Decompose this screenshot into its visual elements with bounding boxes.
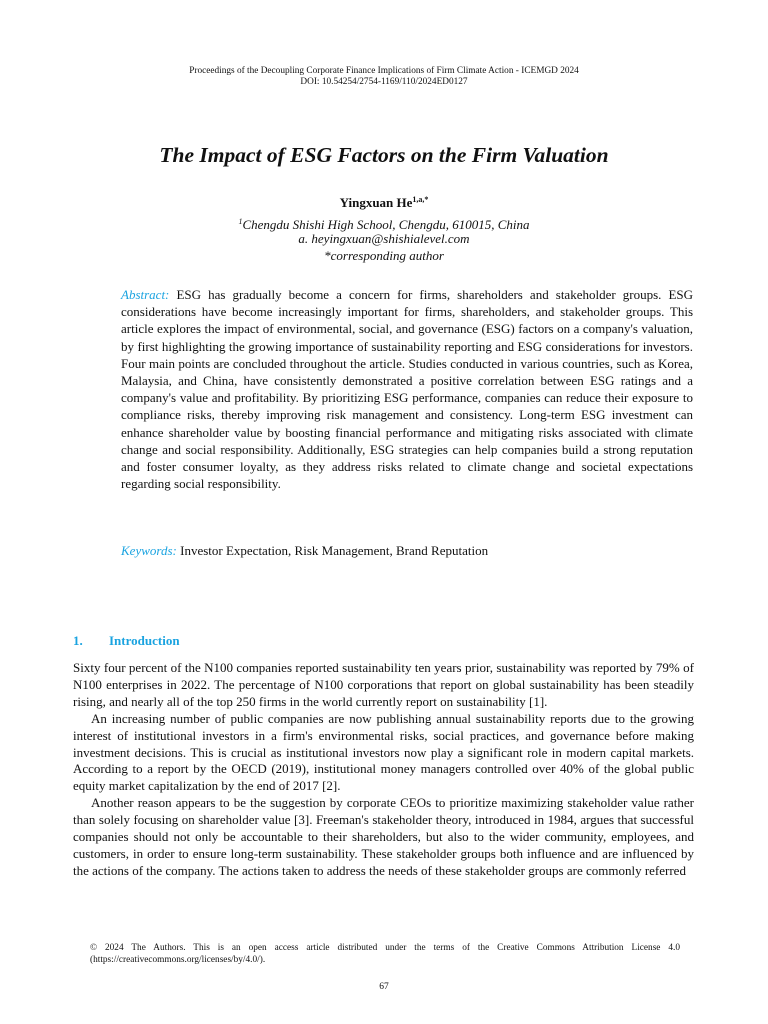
keywords	[121, 542, 693, 559]
paper-title: The Impact of ESG Factors on the Firm Valuation	[159, 143, 609, 167]
affiliation-superscript: 1	[238, 217, 243, 226]
author-email: a. heyingxuan@shishialevel.com	[298, 231, 470, 246]
license-footnote: © 2024 The Authors. This is an open access article distributed under the terms of the Creative Commons Attribution License 4.0 (https://creativecommons.org/licenses/by/4.0/).	[90, 943, 680, 965]
abstract	[121, 286, 693, 492]
body-text	[73, 660, 694, 880]
paragraph: Another reason appears to be the suggestion by corporate CEOs to prioritize maximizing stakeholder value rather than solely focusing on shareholder value [3]. Freeman's stakeholder theory, introduced in 1984, argues that successful companies should not only be accountable to their shareholders, but also to the wider community, employees, and customers, in order to ensure long-term sustainability. These stakeholder groups both influence and are influenced by the actions of the company. The actions taken to address the needs of these stakeholder groups are commonly referred	[73, 795, 694, 878]
keywords-label: Keywords:	[121, 543, 177, 558]
running-header	[0, 66, 768, 88]
abstract-text: ESG has gradually become a concern for firms, shareholders and stakeholder groups. ESG considerations have become increasingly important for firms, shareholders, and stakeholder groups. This article explores the impact of environmental, social, and governance (ESG) factors on a company's valuation, by first highlighting the growing importance of sustainability reporting and ESG considerations for investors. Four main points are concluded throughout the article. Studies conducted in various countries, such as Korea, Malaysia, and China, have consistently demonstrated a positive correlation between ESG ratings and a company's value and profitability. By prioritizing ESG performance, companies can reduce their exposure to compliance risks, thereby improving risk management and consistency. Long-term ESG investment can enhance shareholder value by boosting financial performance and mitigating risks associated with climate change and social responsibility. Additionally, ESG strategies can help companies build a strong reputation and foster consumer loyalty, as they address risks related to climate change and societal expectations regarding social responsibility.	[121, 287, 694, 492]
corresponding-author-note: *corresponding author	[324, 248, 444, 263]
paragraph: Sixty four percent of the N100 companies reported sustainability ten years prior, sustainability was reported by 79% of N100 enterprises in 2022. The percentage of N100 corporations that report on global sustainability has been steadily rising, and nearly all of the top 250 firms in the world currently report on sustainability [1].	[73, 660, 694, 709]
header-proceedings: Proceedings of the Decoupling Corporate Finance Implications of Firm Climate Action - ICEMGD 2024	[189, 66, 579, 76]
section-number: 1.	[73, 633, 83, 648]
affiliation-text: Chengdu Shishi High School, Chengdu, 610015, China	[242, 217, 530, 232]
page-number: 67	[379, 982, 389, 992]
author-superscript: 1,a,*	[412, 195, 429, 204]
section-heading	[73, 632, 695, 649]
section-title: Introduction	[109, 633, 180, 648]
abstract-label: Abstract:	[121, 287, 170, 302]
paragraph: An increasing number of public companies are now publishing annual sustainability reports due to the growing interest of institutional investors in a firm's environmental risks, social practices, and governance before making investment decisions. This is crucial as institutional investors now play a significant role in modern capital markets. According to a report by the OECD (2019), institutional money managers controlled over 40% of the global public equity market capitalization by the end of 2017 [2].	[73, 710, 694, 794]
keywords-text: Investor Expectation, Risk Management, Brand Reputation	[180, 543, 489, 558]
author-line	[0, 192, 768, 211]
author-name: Yingxuan He	[339, 195, 413, 210]
header-doi: DOI: 10.54254/2754-1169/110/2024ED0127	[300, 77, 468, 87]
